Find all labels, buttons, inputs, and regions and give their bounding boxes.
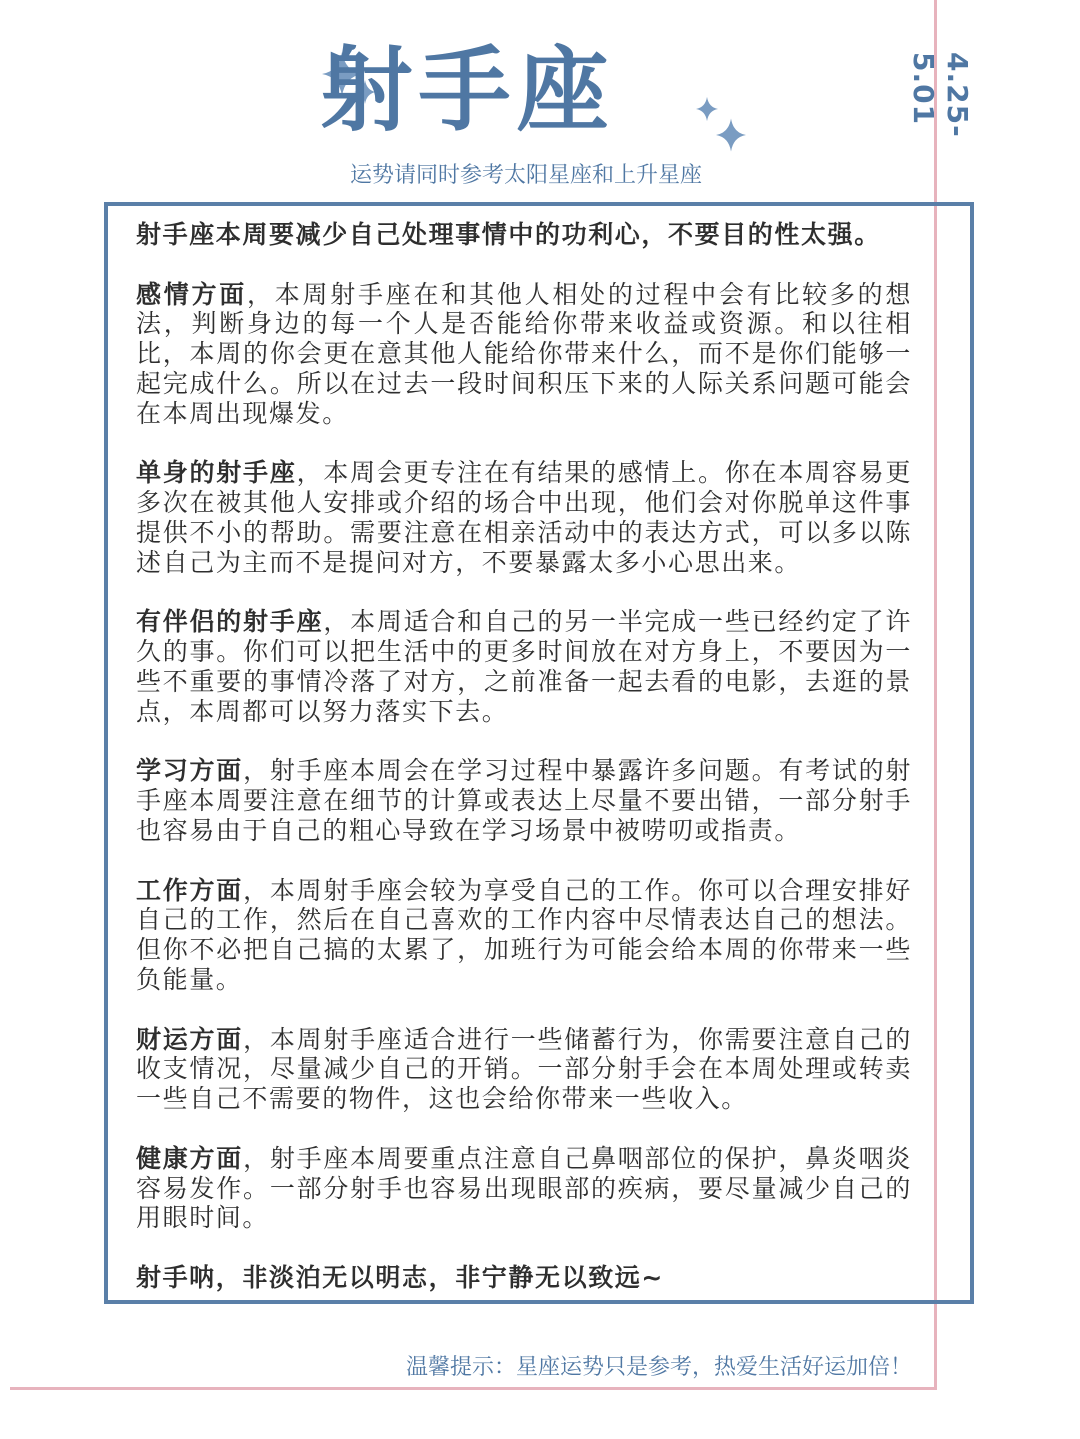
section-finance bbox=[136, 1025, 912, 1114]
closing-line: 射手呐，非淡泊无以明志，非宁静无以致远~ bbox=[136, 1262, 664, 1292]
section-text: ，本周会更专注在有结果的感情上。你在本周容易更多次在被其他人安排或介绍的场合中出现，他们会对你脱单这件事提供不小的帮助。需要注意在相亲活动中的表达方式，可以多以陈述自己为主而不是提问对方，不要暴露太多小心思出来。 bbox=[136, 458, 912, 577]
subtitle: 运势请同时参考太阳星座和上升星座 bbox=[349, 163, 702, 188]
section-label: 工作方面 bbox=[136, 875, 244, 905]
section-health bbox=[136, 1144, 912, 1233]
section-label: 单身的射手座 bbox=[136, 458, 297, 488]
section-text: ，本周射手座会较为享受自己的工作。你可以合理安排好自己的工作，然后在自己喜欢的工作内容中尽情表达自己的想法。但你不必把自己搞的太累了，加班行为可能会给本周的你带来一些负能量。 bbox=[136, 875, 912, 994]
footer-tip: 温馨提示：星座运势只是参考，热爱生活好运加倍！ bbox=[405, 1355, 912, 1380]
section-text: ，本周适合和自己的另一半完成一些已经约定了许久的事。你们可以把生活中的更多时间放在对方身上，不要因为一些不重要的事情冷落了对方，之前准备一起去看的电影，去逛的景点，本周都可以努力落实下去。 bbox=[136, 607, 913, 726]
section-label: 有伴侣的射手座 bbox=[136, 607, 324, 637]
section-partnered bbox=[136, 607, 912, 726]
section-love bbox=[136, 280, 912, 429]
date-range: 4.25-5.01 bbox=[907, 52, 974, 138]
section-label: 感情方面 bbox=[136, 279, 248, 309]
section-label: 财运方面 bbox=[136, 1024, 244, 1054]
intro-line: 射手座本周要减少自己处理事情中的功利心，不要目的性太强。 bbox=[136, 220, 881, 249]
section-text: ，本周射手座适合进行一些储蓄行为，你需要注意自己的收支情况，尽量减少自己的开销。一部分射手会在本周处理或转卖一些自己不需要的物件，这也会给你带来一些收入。 bbox=[136, 1024, 912, 1114]
section-single bbox=[136, 458, 912, 577]
horoscope-content bbox=[136, 220, 912, 1322]
section-study bbox=[136, 756, 912, 845]
section-work bbox=[136, 876, 912, 995]
section-label: 健康方面 bbox=[136, 1143, 244, 1173]
section-text: ，射手座本周要重点注意自己鼻咽部位的保护，鼻炎咽炎容易发作。一部分射手也容易出现眼部的疾病，要尽量减少自己的用眼时间。 bbox=[136, 1143, 912, 1233]
pink-horizontal-line bbox=[10, 1387, 937, 1390]
page-title: 射手座 bbox=[320, 37, 615, 144]
section-label: 学习方面 bbox=[136, 756, 244, 786]
section-text: ，射手座本周会在学习过程中暴露许多问题。有考试的射手座本周要注意在细节的计算或表达上尽量不要出错，一部分射手也容易由于自己的粗心导致在学习场景中被唠叨或指责。 bbox=[136, 756, 912, 845]
section-text: ，本周射手座在和其他人相处的过程中会有比较多的想法，判断身边的每一个人是否能给你带来收益或资源。和以往相比，本周的你会更在意其他人能给你带来什么，而不是你们能够一起完成什么。所以在过去一段时间积压下来的人际关系问题可能会在本周出现爆发。 bbox=[136, 279, 913, 428]
